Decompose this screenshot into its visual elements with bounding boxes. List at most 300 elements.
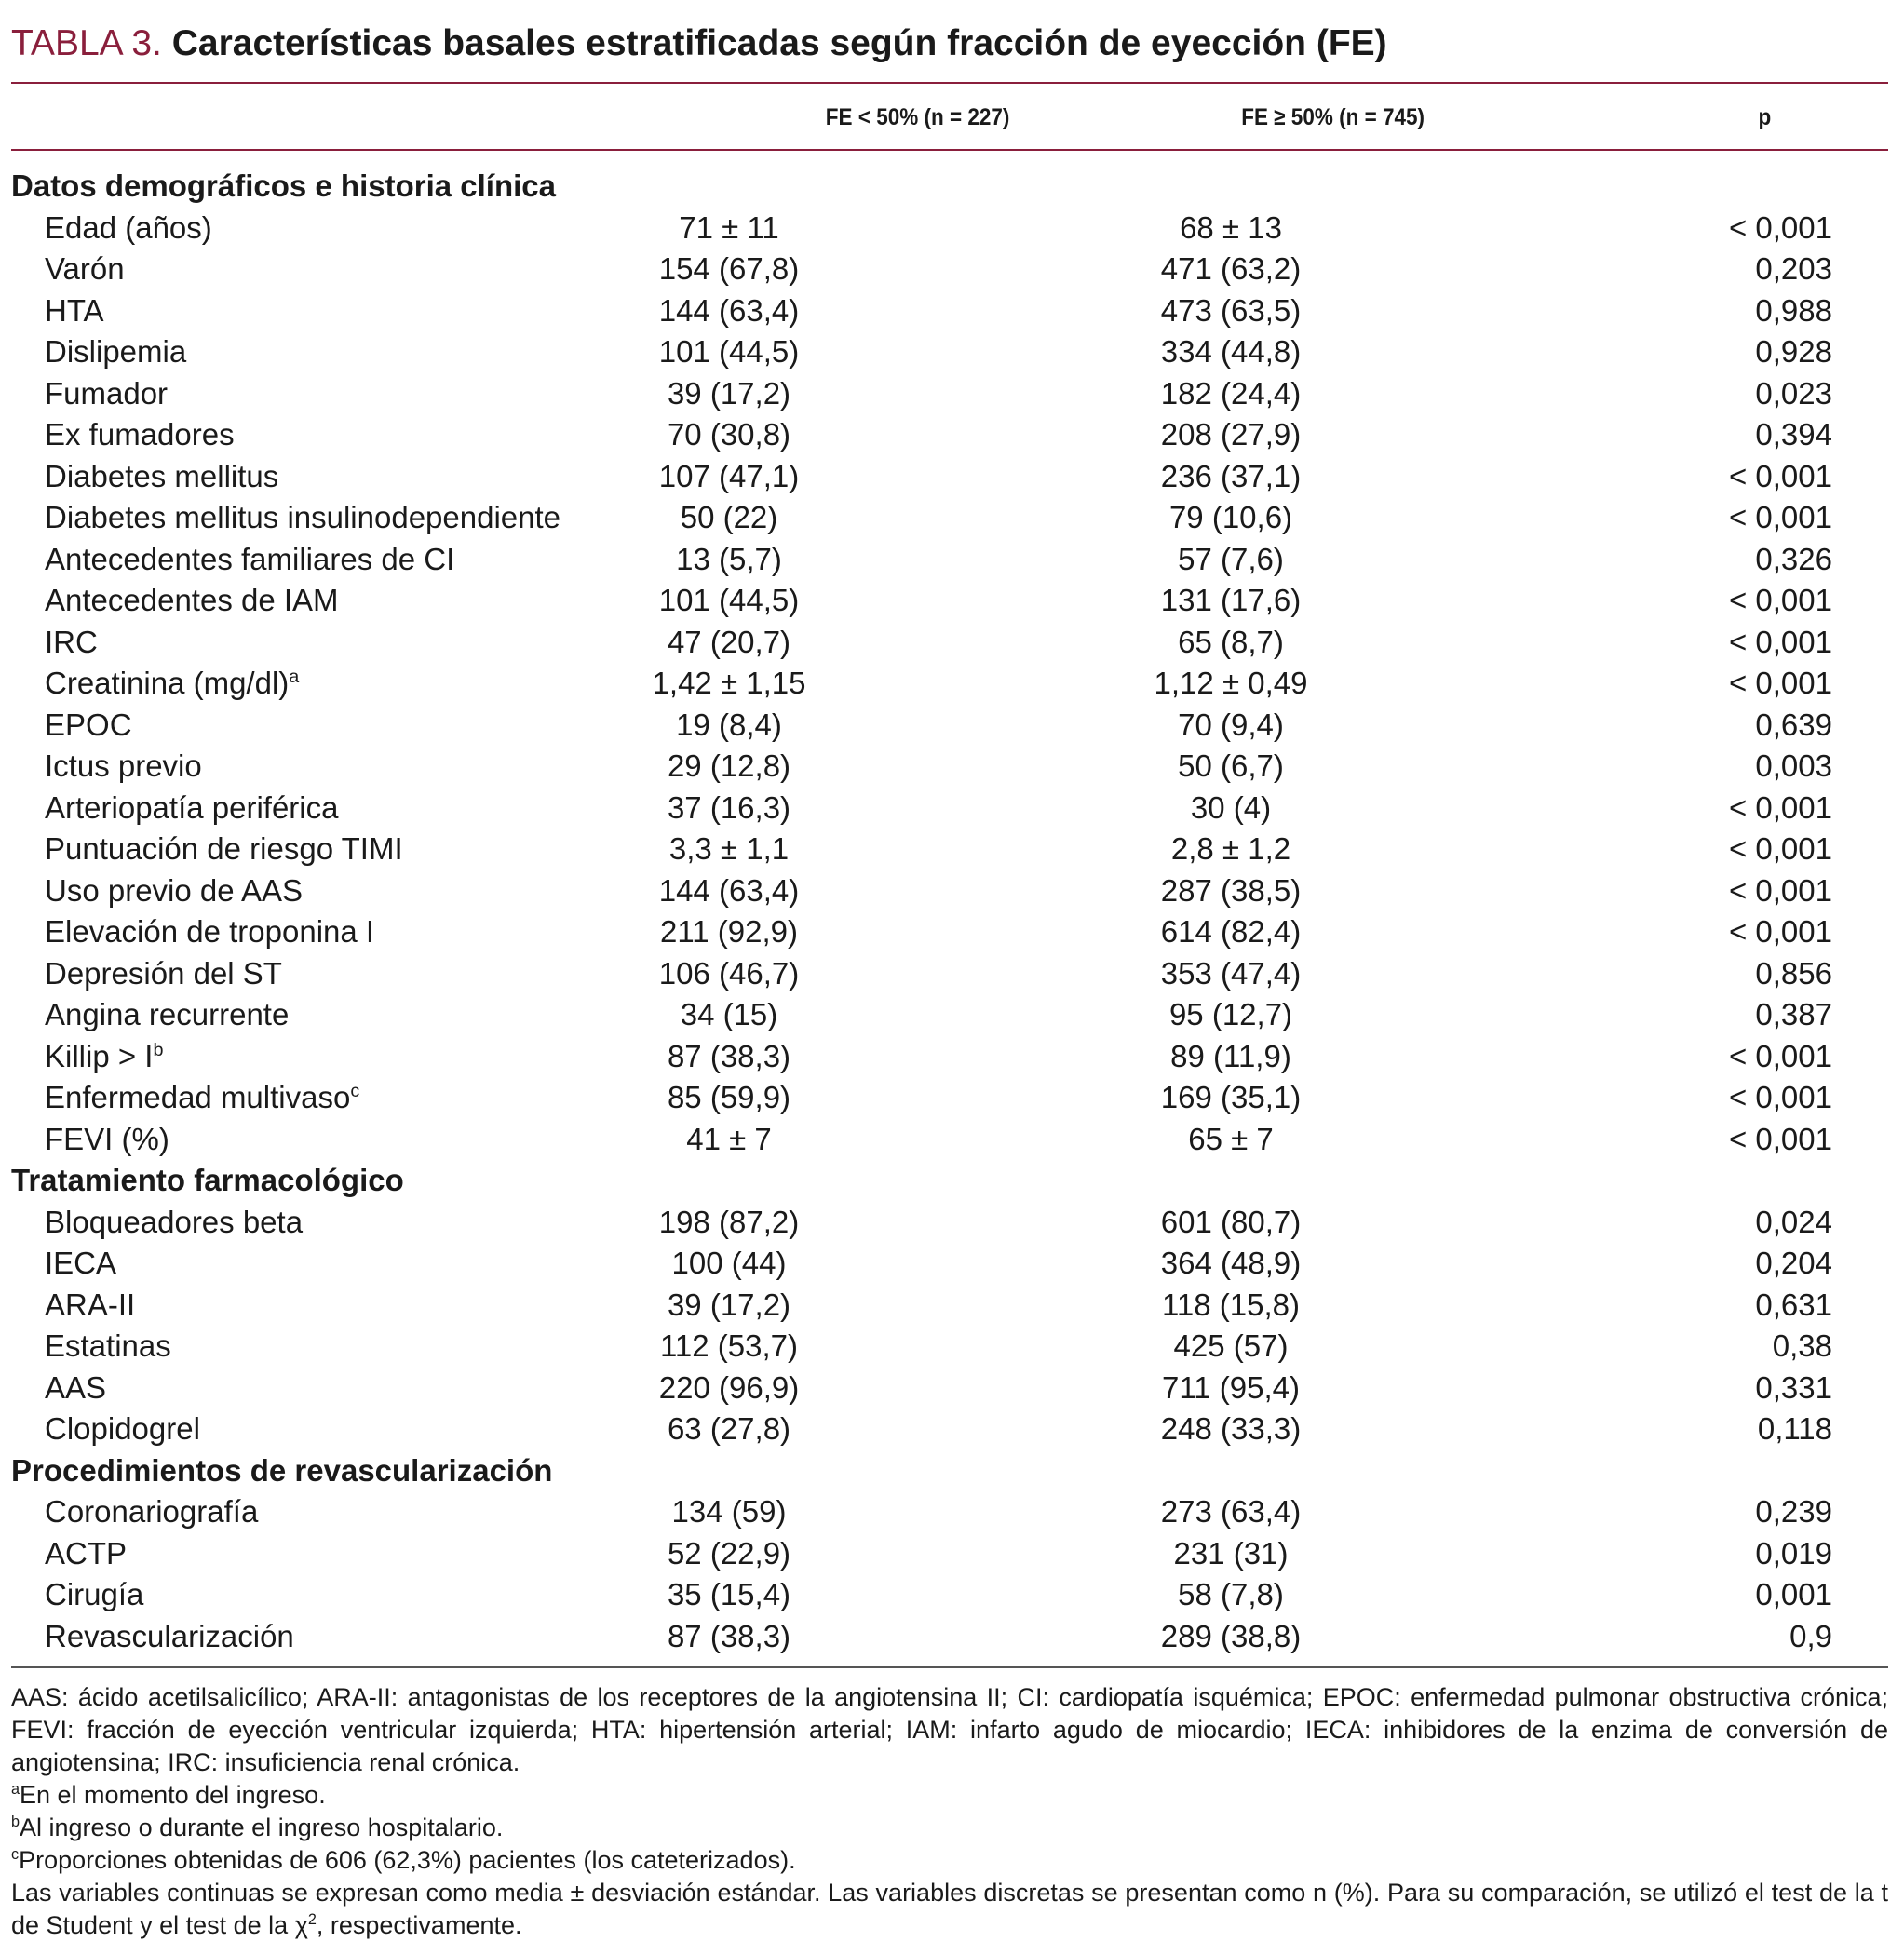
value-fe-high <box>950 331 1419 373</box>
value-p <box>1419 1574 1888 1616</box>
row-label <box>11 1326 480 1368</box>
value-p-text: < 0,001 <box>1728 624 1832 659</box>
row-label-text: Creatinina (mg/dl) <box>45 666 290 700</box>
row-label-text: IECA <box>45 1246 117 1280</box>
value-fe-high-text: 79 (10,6) <box>1168 500 1293 534</box>
header-p: p <box>1758 104 1772 130</box>
value-fe-high-text: 58 (7,8) <box>1178 1577 1284 1611</box>
table-row <box>11 414 1888 456</box>
table-row <box>11 1036 1888 1078</box>
row-label-text: Ex fumadores <box>45 417 235 452</box>
table-row <box>11 373 1888 415</box>
value-p-text: 0,639 <box>1755 707 1832 742</box>
value-fe-high <box>950 788 1419 829</box>
value-fe-low-text: 198 (87,2) <box>658 1204 800 1239</box>
value-p <box>1419 373 1888 415</box>
value-p <box>1419 663 1888 705</box>
value-fe-high-text: 334 (44,8) <box>1160 334 1302 369</box>
value-fe-high-text: 95 (12,7) <box>1168 997 1293 1031</box>
value-fe-low <box>480 953 950 995</box>
row-label-text: Ictus previo <box>45 748 202 783</box>
row-label <box>11 1409 480 1450</box>
row-label <box>11 1077 480 1119</box>
value-fe-high <box>950 373 1419 415</box>
value-p-text: 0,38 <box>1772 1328 1832 1363</box>
value-fe-high <box>950 1243 1419 1285</box>
table-title <box>11 19 1892 69</box>
value-fe-high-text: 65 ± 7 <box>1188 1121 1274 1156</box>
value-p <box>1419 1119 1888 1161</box>
value-fe-low <box>480 1368 950 1409</box>
value-fe-high <box>950 539 1419 581</box>
row-label <box>11 249 480 290</box>
footnote-mark: c <box>350 1081 360 1101</box>
table-row <box>11 249 1888 290</box>
value-fe-high <box>950 911 1419 953</box>
row-label-text: Killip > I <box>45 1038 154 1073</box>
table-row <box>11 1202 1888 1244</box>
value-p-text: 0,023 <box>1755 375 1832 411</box>
value-fe-low <box>480 1036 950 1078</box>
value-fe-low-text: 41 ± 7 <box>686 1121 772 1156</box>
row-label-text: AAS <box>45 1369 107 1405</box>
row-label <box>11 870 480 912</box>
row-label <box>11 331 480 373</box>
row-label <box>11 1202 480 1244</box>
value-fe-low-text: 39 (17,2) <box>667 375 791 411</box>
row-label <box>11 911 480 953</box>
value-fe-high-text: 711 (95,4) <box>1162 1369 1300 1405</box>
value-fe-low-text: 50 (22) <box>680 500 778 534</box>
value-fe-low <box>480 331 950 373</box>
row-label <box>11 1368 480 1409</box>
value-fe-high <box>950 705 1419 747</box>
bottom-rule <box>11 1666 1888 1668</box>
value-fe-high-text: 236 (37,1) <box>1160 458 1302 493</box>
value-fe-high-text: 169 (35,1) <box>1160 1080 1302 1114</box>
footnote-b <box>11 1812 1888 1844</box>
value-p <box>1419 290 1888 332</box>
value-p <box>1419 249 1888 290</box>
row-label-text: Uso previo de AAS <box>45 872 303 908</box>
value-p <box>1419 911 1888 953</box>
value-p-text: < 0,001 <box>1728 583 1832 617</box>
value-fe-high <box>950 953 1419 995</box>
value-p-text: < 0,001 <box>1728 1038 1832 1073</box>
value-p-text: 0,856 <box>1755 955 1832 991</box>
value-p-text: 0,239 <box>1755 1494 1832 1529</box>
value-fe-high <box>950 1119 1419 1161</box>
value-p <box>1419 1202 1888 1244</box>
value-fe-high <box>950 994 1419 1036</box>
value-fe-high-text: 50 (6,7) <box>1178 748 1284 783</box>
value-fe-low <box>480 663 950 705</box>
value-fe-high-text: 2,8 ± 1,2 <box>1170 831 1291 866</box>
value-p-text: 0,988 <box>1755 292 1832 328</box>
value-fe-low <box>480 1574 950 1616</box>
value-fe-low <box>480 1409 950 1450</box>
value-fe-low <box>480 870 950 912</box>
footnote-mark: b <box>153 1039 164 1060</box>
section-title: Tratamiento farmacológico <box>11 1163 404 1197</box>
value-fe-low <box>480 208 950 249</box>
value-p <box>1419 539 1888 581</box>
row-label <box>11 1616 480 1658</box>
header-fe-high: FE ≥ 50% (n = 745) <box>1241 104 1425 130</box>
value-fe-low <box>480 705 950 747</box>
value-fe-low-text: 100 (44) <box>671 1246 787 1280</box>
value-p-text: < 0,001 <box>1728 1080 1832 1114</box>
value-fe-high-text: 118 (15,8) <box>1162 1287 1300 1322</box>
value-fe-high-text: 89 (11,9) <box>1170 1038 1291 1073</box>
table-row <box>11 1409 1888 1450</box>
value-p-text: 0,001 <box>1755 1577 1832 1611</box>
value-fe-low <box>480 580 950 622</box>
table-row <box>11 788 1888 829</box>
value-fe-high <box>950 1077 1419 1119</box>
row-label <box>11 580 480 622</box>
value-p-text: < 0,001 <box>1728 914 1832 949</box>
value-fe-low <box>480 1616 950 1658</box>
table-row <box>11 290 1888 332</box>
table-row <box>11 746 1888 788</box>
header-fe-low: FE < 50% (n = 227) <box>825 104 1010 130</box>
footnote-mark: a <box>289 667 300 687</box>
value-p <box>1419 580 1888 622</box>
footnote-a <box>11 1779 1888 1812</box>
value-fe-low <box>480 373 950 415</box>
value-fe-high <box>950 622 1419 664</box>
value-p-text: 0,019 <box>1755 1535 1832 1571</box>
value-fe-high-text: 273 (63,4) <box>1160 1494 1302 1529</box>
row-label <box>11 705 480 747</box>
value-p-text: 0,203 <box>1755 251 1832 286</box>
value-fe-high <box>950 1574 1419 1616</box>
table-caption: Características basales estratificadas según fracción de eyección (FE) <box>171 23 1387 63</box>
value-fe-low-text: 87 (38,3) <box>667 1618 791 1653</box>
value-p <box>1419 829 1888 870</box>
value-fe-low <box>480 539 950 581</box>
footnote-b-text: Al ingreso o durante el ingreso hospitalario. <box>20 1813 504 1841</box>
row-label-text: Clopidogrel <box>45 1411 200 1446</box>
value-fe-low <box>480 746 950 788</box>
row-label-text: FEVI (%) <box>45 1121 169 1156</box>
row-label-text: Revascularización <box>45 1618 294 1653</box>
value-p <box>1419 622 1888 664</box>
value-fe-high <box>950 870 1419 912</box>
value-p-text: 0,118 <box>1757 1411 1832 1446</box>
value-fe-high-text: 471 (63,2) <box>1160 251 1302 286</box>
value-fe-high <box>950 1409 1419 1450</box>
value-fe-low-text: 144 (63,4) <box>658 292 800 328</box>
value-fe-high-text: 1,12 ± 0,49 <box>1154 666 1308 700</box>
value-fe-low <box>480 456 950 498</box>
data-table <box>11 166 1888 1657</box>
row-label-text: Antecedentes familiares de CI <box>45 541 455 576</box>
table-row <box>11 1574 1888 1616</box>
value-fe-high-text: 70 (9,4) <box>1178 707 1284 742</box>
value-fe-high-text: 287 (38,5) <box>1160 872 1302 908</box>
value-fe-low <box>480 788 950 829</box>
value-fe-high <box>950 1036 1419 1078</box>
row-label-text: Estatinas <box>45 1328 171 1363</box>
table-row <box>11 911 1888 953</box>
row-label <box>11 373 480 415</box>
table-header <box>11 84 1772 149</box>
value-fe-high <box>950 208 1419 249</box>
value-fe-high <box>950 290 1419 332</box>
value-fe-high-text: 65 (8,7) <box>1178 624 1284 659</box>
table-row <box>11 1285 1888 1327</box>
table-row <box>11 1077 1888 1119</box>
table-row <box>11 829 1888 870</box>
value-fe-low-text: 112 (53,7) <box>660 1328 798 1363</box>
row-label-text: Edad (años) <box>45 209 212 245</box>
row-label-text: Dislipemia <box>45 334 187 369</box>
value-p <box>1419 1077 1888 1119</box>
value-fe-low-text: 107 (47,1) <box>658 458 800 493</box>
value-p <box>1419 1409 1888 1450</box>
value-fe-high-text: 353 (47,4) <box>1160 955 1302 991</box>
header-rule <box>11 149 1888 151</box>
value-p <box>1419 1243 1888 1285</box>
value-p <box>1419 994 1888 1036</box>
value-fe-high-text: 601 (80,7) <box>1160 1204 1302 1239</box>
value-fe-low <box>480 1285 950 1327</box>
value-fe-low-text: 1,42 ± 1,15 <box>652 666 806 700</box>
value-p-text: < 0,001 <box>1728 789 1832 825</box>
value-p <box>1419 788 1888 829</box>
value-fe-low-text: 13 (5,7) <box>676 541 782 576</box>
footnote-stats-text: Las variables continuas se expresan como media ± desviación estándar. Las variables discretas se presentan como n (%). Para su comparación, se utilizó el test de la t de Student y el test de la χ <box>11 1879 1888 1939</box>
value-fe-low <box>480 1533 950 1575</box>
value-fe-low-text: 87 (38,3) <box>667 1038 791 1073</box>
value-fe-low-text: 134 (59) <box>671 1494 787 1529</box>
value-fe-low-text: 106 (46,7) <box>658 955 800 991</box>
value-p <box>1419 870 1888 912</box>
row-label-text: Depresión del ST <box>45 955 282 991</box>
value-fe-low <box>480 414 950 456</box>
value-fe-high-text: 131 (17,6) <box>1160 583 1302 617</box>
section-title: Procedimientos de revascularización <box>11 1452 553 1488</box>
row-label-text: Elevación de troponina I <box>45 914 375 949</box>
table-row <box>11 331 1888 373</box>
row-label <box>11 1574 480 1616</box>
value-fe-low-text: 211 (92,9) <box>660 914 798 949</box>
footnote-c <box>11 1844 1888 1877</box>
value-p <box>1419 1533 1888 1575</box>
table-row <box>11 870 1888 912</box>
row-label-text: Arteriopatía periférica <box>45 789 339 825</box>
value-fe-low <box>480 911 950 953</box>
row-label <box>11 497 561 539</box>
value-p-text: < 0,001 <box>1728 831 1832 866</box>
section-header-row <box>11 166 1888 208</box>
value-fe-high <box>950 1285 1419 1327</box>
value-fe-low-text: 47 (20,7) <box>667 624 791 659</box>
row-label-text: Fumador <box>45 375 169 411</box>
value-p <box>1419 705 1888 747</box>
footnote-c-mark: c <box>11 1846 20 1863</box>
value-fe-low <box>480 622 950 664</box>
row-label <box>11 1119 480 1161</box>
footnote-stats-sup: 2 <box>307 1911 317 1928</box>
table-row <box>11 497 1888 539</box>
value-p-text: 0,003 <box>1755 748 1832 783</box>
value-fe-high <box>950 1491 1419 1533</box>
value-fe-low-text: 154 (67,8) <box>658 251 800 286</box>
row-label <box>11 1036 480 1078</box>
value-p <box>1419 1616 1888 1658</box>
value-fe-low-text: 52 (22,9) <box>667 1535 791 1571</box>
value-p <box>1419 953 1888 995</box>
value-fe-low <box>480 1202 950 1244</box>
value-fe-low-text: 220 (96,9) <box>658 1369 800 1405</box>
value-fe-high <box>950 1202 1419 1244</box>
value-fe-low-text: 85 (59,9) <box>667 1080 791 1114</box>
value-fe-high-text: 208 (27,9) <box>1160 417 1302 452</box>
row-label-text: Bloqueadores beta <box>45 1204 304 1239</box>
table-row <box>11 1491 1888 1533</box>
row-label <box>11 456 480 498</box>
value-fe-low <box>480 249 950 290</box>
row-label <box>11 663 480 705</box>
row-label <box>11 953 480 995</box>
value-fe-high <box>950 497 1419 539</box>
row-label <box>11 622 480 664</box>
row-label <box>11 414 480 456</box>
value-fe-high <box>950 829 1419 870</box>
section-header-row <box>11 1160 1888 1202</box>
table-row <box>11 622 1888 664</box>
value-fe-high-text: 68 ± 13 <box>1180 209 1282 245</box>
table-row <box>11 1243 1888 1285</box>
row-label-text: ACTP <box>45 1535 128 1571</box>
row-label <box>11 290 480 332</box>
row-label <box>11 208 480 249</box>
value-fe-low-text: 37 (16,3) <box>667 789 791 825</box>
row-label <box>11 994 480 1036</box>
value-fe-low <box>480 1243 950 1285</box>
row-label <box>11 1243 480 1285</box>
value-fe-low-text: 71 ± 11 <box>679 209 779 245</box>
table-row <box>11 456 1888 498</box>
table-row <box>11 539 1888 581</box>
value-fe-high-text: 231 (31) <box>1173 1535 1289 1571</box>
value-fe-high <box>950 746 1419 788</box>
value-fe-high <box>950 1368 1419 1409</box>
value-fe-low <box>480 290 950 332</box>
row-label-text: Antecedentes de IAM <box>45 583 339 617</box>
table-row <box>11 580 1888 622</box>
value-fe-low-text: 101 (44,5) <box>658 334 800 369</box>
table-label: TABLA 3. <box>11 23 162 63</box>
row-label-text: Coronariografía <box>45 1494 259 1529</box>
value-fe-high <box>950 1616 1419 1658</box>
value-p <box>1419 497 1888 539</box>
footnote-stats <box>11 1877 1888 1942</box>
value-fe-high <box>950 456 1419 498</box>
value-fe-low <box>480 1077 950 1119</box>
table-row <box>11 705 1888 747</box>
row-label <box>11 746 480 788</box>
value-fe-high-text: 473 (63,5) <box>1160 292 1302 328</box>
value-fe-low-text: 101 (44,5) <box>658 583 800 617</box>
value-p <box>1419 1326 1888 1368</box>
row-label-text: HTA <box>45 292 104 328</box>
value-fe-high <box>950 580 1419 622</box>
table-row <box>11 1326 1888 1368</box>
value-fe-low-text: 19 (8,4) <box>676 707 782 742</box>
table-row <box>11 663 1888 705</box>
value-p <box>1419 746 1888 788</box>
value-fe-high-text: 30 (4) <box>1190 789 1272 825</box>
row-label-text: Varón <box>45 251 125 286</box>
value-fe-high <box>950 663 1419 705</box>
value-p <box>1419 1285 1888 1327</box>
value-fe-low-text: 63 (27,8) <box>667 1411 791 1446</box>
value-p-text: 0,326 <box>1755 541 1832 576</box>
value-p-text: 0,331 <box>1755 1369 1832 1405</box>
table-row <box>11 1616 1888 1658</box>
value-p <box>1419 1491 1888 1533</box>
value-p <box>1419 1036 1888 1078</box>
row-label <box>11 1285 480 1327</box>
table-row <box>11 1368 1888 1409</box>
row-label <box>11 539 480 581</box>
value-p-text: < 0,001 <box>1728 1121 1832 1156</box>
value-p-text: 0,9 <box>1789 1618 1832 1653</box>
value-fe-low <box>480 1119 950 1161</box>
value-fe-high-text: 57 (7,6) <box>1178 541 1284 576</box>
table-document <box>11 19 1892 1942</box>
value-fe-high <box>950 1533 1419 1575</box>
value-fe-high <box>950 1326 1419 1368</box>
row-label <box>11 1533 480 1575</box>
row-label <box>11 788 480 829</box>
row-label <box>11 1491 480 1533</box>
value-p-text: 0,631 <box>1755 1287 1832 1322</box>
value-fe-high <box>950 414 1419 456</box>
value-fe-high-text: 182 (24,4) <box>1160 375 1302 411</box>
value-p-text: < 0,001 <box>1728 872 1832 908</box>
value-fe-high-text: 248 (33,3) <box>1160 1411 1302 1446</box>
table-row <box>11 1533 1888 1575</box>
value-p <box>1419 331 1888 373</box>
row-label-text: Diabetes mellitus <box>45 458 279 493</box>
footnote-a-text: En el momento del ingreso. <box>20 1781 326 1809</box>
value-fe-low-text: 144 (63,4) <box>658 872 800 908</box>
value-p-text: 0,928 <box>1755 334 1832 369</box>
section-title: Datos demográficos e historia clínica <box>11 169 557 203</box>
row-label-text: Angina recurrente <box>45 997 290 1031</box>
footnote-c-text: Proporciones obtenidas de 606 (62,3%) pacientes (los cateterizados). <box>19 1846 796 1874</box>
row-label-text: IRC <box>45 624 98 659</box>
value-p-text: < 0,001 <box>1728 458 1832 493</box>
value-fe-high <box>950 249 1419 290</box>
footnote-b-mark: b <box>11 1813 20 1830</box>
value-fe-low-text: 29 (12,8) <box>667 748 791 783</box>
value-p-text: < 0,001 <box>1728 500 1832 534</box>
value-fe-high-text: 425 (57) <box>1173 1328 1289 1363</box>
value-p-text: 0,387 <box>1755 997 1832 1031</box>
table-row <box>11 208 1888 249</box>
value-fe-low <box>480 829 950 870</box>
row-label-text: Diabetes mellitus insulinodependiente <box>45 500 561 534</box>
table-row <box>11 1119 1888 1161</box>
value-fe-high-text: 614 (82,4) <box>1160 914 1302 949</box>
footnote-a-mark: a <box>11 1781 20 1798</box>
